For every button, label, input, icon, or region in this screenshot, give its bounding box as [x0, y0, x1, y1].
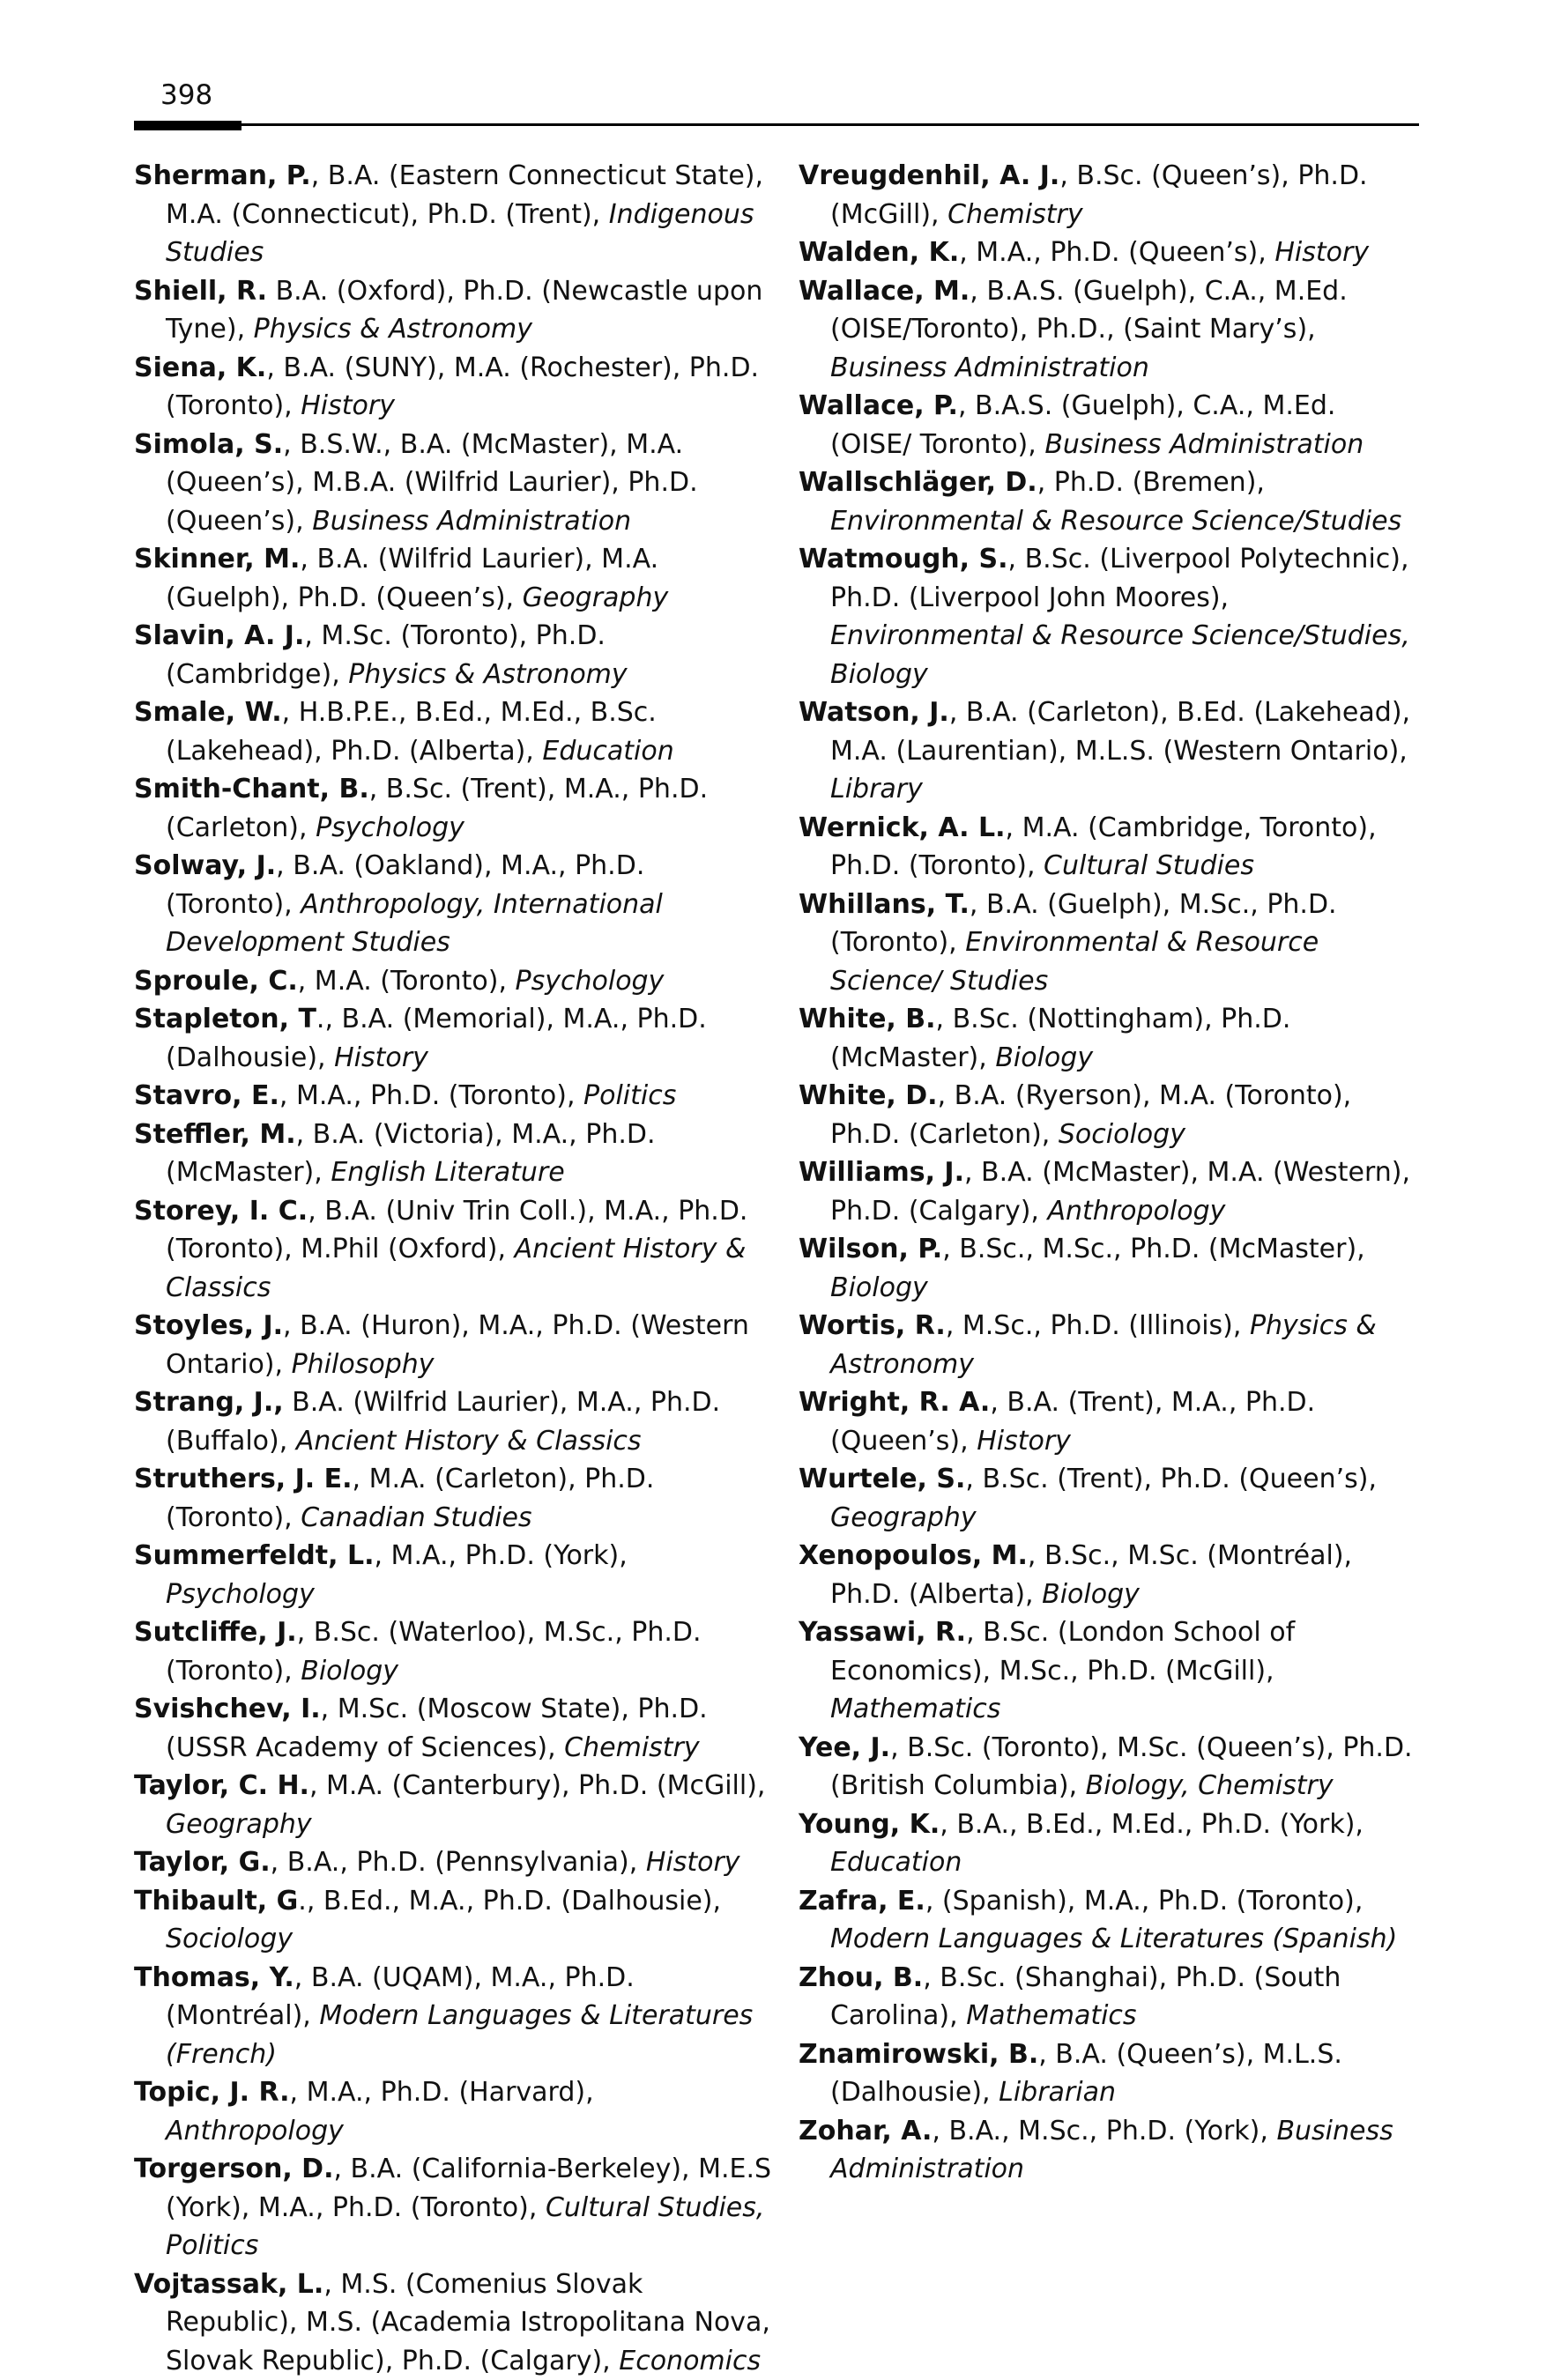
faculty-department: Sociology: [166, 1924, 293, 1954]
faculty-department: Psychology: [316, 812, 464, 843]
faculty-department: Modern Languages & Literatures (Spanish): [830, 1924, 1397, 1954]
faculty-name: Zhou, B.: [799, 1962, 923, 1993]
faculty-credentials: , M.A. (Carleton), Ph.D. (Toronto),: [166, 1464, 654, 1533]
faculty-credentials: B.A. (Wilfrid Laurier), M.A., Ph.D. (Buffalo),: [166, 1387, 720, 1457]
faculty-department: Physics & Astronomy: [830, 1310, 1377, 1380]
faculty-entry: [799, 1153, 1416, 1230]
faculty-department: Environmental & Resource Science/Studies, Biology: [830, 620, 1410, 690]
faculty-entry: [799, 2035, 1416, 2112]
faculty-department: History: [1274, 237, 1369, 268]
faculty-department: History: [301, 390, 395, 421]
faculty-name: Stoyles, J.: [134, 1310, 283, 1341]
faculty-credentials: , M.A. (Cambridge, Toronto), Ph.D. (Toronto),: [830, 812, 1377, 882]
faculty-credentials: , B.A.S. (Guelph), C.A., M.Ed. (OISE/ Toronto),: [830, 390, 1335, 460]
faculty-department: Biology: [830, 1272, 928, 1303]
faculty-credentials: , B.A. (Ryerson), M.A. (Toronto), Ph.D. (Carleton),: [830, 1080, 1351, 1150]
faculty-credentials: , Ph.D. (Bremen),: [1037, 467, 1265, 498]
faculty-name: Siena, K.: [134, 352, 266, 383]
faculty-credentials: , B.Sc. (Trent), Ph.D. (Queen’s),: [965, 1464, 1377, 1494]
faculty-department: Economics: [619, 2346, 761, 2376]
faculty-entry: [134, 1077, 773, 1116]
faculty-department: Cultural Studies, Politics: [166, 2192, 764, 2262]
faculty-credentials: , B.Sc. (Waterloo), M.Sc., Ph.D. (Toronto),: [166, 1617, 702, 1687]
faculty-entry: [799, 272, 1416, 388]
faculty-department: Library: [830, 774, 923, 804]
faculty-entry: [134, 272, 773, 349]
faculty-entry: [134, 770, 773, 847]
faculty-entry: [799, 1383, 1416, 1460]
faculty-department: Physics & Astronomy: [254, 314, 532, 345]
faculty-department: Biology: [1042, 1579, 1140, 1610]
faculty-department: Sociology: [1059, 1119, 1185, 1150]
faculty-department: Chemistry: [564, 1732, 699, 1763]
faculty-credentials: , B.Sc. (Queen’s), Ph.D. (McGill),: [830, 160, 1368, 230]
faculty-credentials: , B.A. (Guelph), M.Sc., Ph.D. (Toronto),: [830, 889, 1337, 959]
faculty-department: Chemistry: [947, 199, 1082, 230]
faculty-name: Torgerson, D.: [134, 2154, 333, 2184]
faculty-credentials: , B.A. (Wilfrid Laurier), M.A. (Guelph), Ph.D. (Queen’s),: [166, 544, 658, 613]
faculty-department: Biology, Chemistry: [1086, 1770, 1334, 1801]
faculty-credentials: , B.A. (California-Berkeley), M.E.S (York), M.A., Ph.D. (Toronto),: [166, 2154, 771, 2223]
faculty-name: Zafra, E.: [799, 1886, 925, 1917]
faculty-credentials: , (Spanish), M.A., Ph.D. (Toronto),: [925, 1886, 1364, 1917]
faculty-credentials: , B.A., Ph.D. (Pennsylvania),: [271, 1847, 646, 1878]
faculty-name: Wurtele, S.: [799, 1464, 965, 1494]
faculty-credentials: , M.S. (Comenius Slovak Republic), M.S. (Academia Istropolitana Nova, Slovak Republic), Ph.D. (Calgary),: [166, 2269, 770, 2376]
faculty-entry: [134, 617, 773, 693]
faculty-credentials: , M.A., Ph.D. (Toronto),: [279, 1080, 583, 1111]
faculty-department: Canadian Studies: [301, 1502, 531, 1533]
faculty-entry: [799, 2112, 1416, 2189]
faculty-credentials: , B.A., M.Sc., Ph.D. (York),: [932, 2116, 1276, 2146]
faculty-department: Anthropology: [166, 2116, 344, 2146]
faculty-department: Mathematics: [830, 1694, 1000, 1724]
faculty-credentials: , B.A. (Eastern Connecticut State), M.A. (Connecticut), Ph.D. (Trent),: [166, 160, 763, 230]
faculty-name: Thomas, Y.: [134, 1962, 294, 1993]
faculty-entry: [134, 1307, 773, 1383]
faculty-entry: [799, 693, 1416, 809]
faculty-name: Summerfeldt, L.: [134, 1540, 374, 1571]
faculty-name: Sproule, C.: [134, 966, 298, 997]
faculty-name: Skinner, M.: [134, 544, 300, 575]
faculty-name: Sherman, P.: [134, 160, 311, 191]
faculty-credentials: , B.A., B.Ed., M.Ed., Ph.D. (York),: [940, 1809, 1364, 1840]
faculty-department: Ancient History & Classics: [166, 1234, 746, 1303]
faculty-department: Geography: [166, 1809, 312, 1840]
faculty-name: Znamirowski, B.: [799, 2039, 1038, 2070]
faculty-name: Taylor, C. H.: [134, 1770, 309, 1801]
faculty-department: Geography: [523, 582, 669, 613]
faculty-entry: [799, 1805, 1416, 1882]
faculty-entry: [134, 2150, 773, 2265]
faculty-name: Stavro, E.: [134, 1080, 279, 1111]
faculty-department: English Literature: [331, 1157, 564, 1188]
faculty-entry: [134, 1959, 773, 2074]
faculty-entry: [134, 1767, 773, 1843]
header-rule: [134, 123, 1419, 126]
faculty-department: Philosophy: [292, 1349, 435, 1380]
faculty-name: Whillans, T.: [799, 889, 970, 920]
faculty-name: Steffler, M.: [134, 1119, 296, 1150]
faculty-credentials: , B.A.S. (Guelph), C.A., M.Ed. (OISE/Toronto), Ph.D., (Saint Mary’s),: [830, 276, 1348, 345]
faculty-entry: [799, 463, 1416, 540]
faculty-name: Vreugdenhil, A. J.: [799, 160, 1059, 191]
faculty-department: Business Administration: [830, 352, 1149, 383]
faculty-credentials: , H.B.P.E., B.Ed., M.Ed., B.Sc. (Lakehead), Ph.D. (Alberta),: [166, 697, 657, 767]
faculty-entry: [134, 1882, 773, 1959]
faculty-credentials: , B.Sc. (Liverpool Polytechnic), Ph.D. (Liverpool John Moores),: [830, 544, 1409, 613]
faculty-department: History: [646, 1847, 740, 1878]
faculty-department: Indigenous Studies: [166, 199, 754, 269]
faculty-entry: [134, 349, 773, 426]
faculty-department: Business Administration: [1044, 429, 1364, 460]
faculty-entry: [799, 1882, 1416, 1959]
faculty-department: History: [334, 1042, 428, 1073]
faculty-entry: [134, 962, 773, 1001]
faculty-credentials: , B.Sc. (Toronto), M.Sc. (Queen’s), Ph.D. (British Columbia),: [830, 1732, 1413, 1802]
faculty-entry: [134, 2073, 773, 2150]
faculty-credentials: , B.S.W., B.A. (McMaster), M.A. (Queen’s), M.B.A. (Wilfrid Laurier), Ph.D. (Queen’s),: [166, 429, 698, 537]
faculty-name: Wortis, R.: [799, 1310, 946, 1341]
faculty-entry: [134, 157, 773, 272]
faculty-credentials: , B.Sc., M.Sc., Ph.D. (McMaster),: [942, 1234, 1365, 1264]
faculty-credentials: , M.Sc. (Moscow State), Ph.D. (USSR Academy of Sciences),: [166, 1694, 708, 1763]
faculty-name: Williams, J.: [799, 1157, 964, 1188]
faculty-credentials: , M.A., Ph.D. (York),: [374, 1540, 627, 1571]
faculty-credentials: , B.Sc. (Nottingham), Ph.D. (McMaster),: [830, 1004, 1290, 1073]
faculty-name: Strang, J.,: [134, 1387, 284, 1418]
faculty-credentials: , M.A. (Toronto),: [298, 966, 516, 997]
faculty-name: Xenopoulos, M.: [799, 1540, 1028, 1571]
faculty-name: Svishchev, I.: [134, 1694, 321, 1724]
faculty-name: Smith-Chant, B.: [134, 774, 369, 804]
faculty-credentials: , B.A. (UQAM), M.A., Ph.D. (Montréal),: [166, 1962, 635, 2032]
faculty-department: Environmental & Resource Science/Studies: [830, 506, 1401, 537]
faculty-name: Topic, J. R.: [134, 2077, 290, 2108]
faculty-entry: [799, 1460, 1416, 1537]
faculty-credentials: , B.A. (Victoria), M.A., Ph.D. (McMaster),: [166, 1119, 656, 1189]
faculty-entry: [799, 157, 1416, 234]
faculty-department: History: [977, 1426, 1071, 1457]
page-number: 398: [160, 79, 212, 111]
faculty-entry: [799, 1959, 1416, 2035]
faculty-entry: [799, 809, 1416, 886]
faculty-entry: [134, 1192, 773, 1308]
faculty-department: Geography: [830, 1502, 977, 1533]
faculty-name: White, D.: [799, 1080, 938, 1111]
faculty-entry: [134, 540, 773, 617]
faculty-credentials: , B.Sc., M.Sc. (Montréal), Ph.D. (Alberta),: [830, 1540, 1352, 1610]
faculty-credentials: , B.A. (Oakland), M.A., Ph.D. (Toronto),: [166, 850, 644, 920]
faculty-name: Thibault, G: [134, 1886, 298, 1917]
faculty-name: Walden, K.: [799, 237, 959, 268]
faculty-list-right-column: [799, 157, 1416, 2189]
faculty-name: Smale, W.: [134, 697, 282, 728]
faculty-credentials: , B.A. (Huron), M.A., Ph.D. (Western Ontario),: [166, 1310, 749, 1380]
faculty-name: Sutcliffe, J.: [134, 1617, 297, 1648]
faculty-credentials: , B.Sc. (London School of Economics), M.Sc., Ph.D. (McGill),: [830, 1617, 1295, 1687]
faculty-department: Politics: [583, 1080, 676, 1111]
faculty-department: Mathematics: [966, 2000, 1136, 2031]
faculty-department: Environmental & Resource Science/ Studies: [830, 927, 1319, 997]
faculty-department: Psychology: [516, 966, 665, 997]
faculty-entry: [799, 540, 1416, 693]
faculty-name: Zohar, A.: [799, 2116, 932, 2146]
faculty-department: Psychology: [166, 1579, 315, 1610]
faculty-entry: [799, 1077, 1416, 1153]
faculty-credentials: , B.Sc. (Shanghai), Ph.D. (South Carolina),: [830, 1962, 1341, 2032]
faculty-credentials: ., B.A. (Memorial), M.A., Ph.D. (Dalhousie),: [166, 1004, 707, 1073]
faculty-department: Ancient History & Classics: [296, 1426, 642, 1457]
faculty-name: Taylor, G.: [134, 1847, 271, 1878]
faculty-department: Education: [542, 736, 673, 767]
faculty-credentials: , B.A. (Trent), M.A., Ph.D. (Queen’s),: [830, 1387, 1315, 1457]
faculty-credentials: , B.A. (Univ Trin Coll.), M.A., Ph.D. (Toronto), M.Phil (Oxford),: [166, 1196, 747, 1265]
faculty-name: Young, K.: [799, 1809, 940, 1840]
faculty-entry: [134, 1843, 773, 1882]
faculty-credentials: , B.A. (SUNY), M.A. (Rochester), Ph.D. (Toronto),: [166, 352, 759, 422]
faculty-credentials: , M.A. (Canterbury), Ph.D. (McGill),: [309, 1770, 765, 1801]
faculty-department: Modern Languages & Literatures (French): [166, 2000, 753, 2070]
faculty-entry: [134, 1116, 773, 1192]
faculty-credentials: , B.A. (McMaster), M.A. (Western), Ph.D. (Calgary),: [830, 1157, 1410, 1227]
faculty-department: Anthropology: [1047, 1196, 1225, 1227]
faculty-name: Watson, J.: [799, 697, 949, 728]
faculty-name: Struthers, J. E.: [134, 1464, 353, 1494]
faculty-name: Wallace, P.: [799, 390, 958, 421]
faculty-credentials: , B.Sc. (Trent), M.A., Ph.D. (Carleton),: [166, 774, 708, 843]
faculty-name: Wilson, P.: [799, 1234, 942, 1264]
faculty-department: Anthropology, International Development Studies: [166, 889, 663, 959]
faculty-entry: [799, 1230, 1416, 1307]
faculty-credentials: , B.A. (Queen’s), M.L.S. (Dalhousie),: [830, 2039, 1342, 2109]
faculty-entry: [799, 1307, 1416, 1383]
faculty-name: Watmough, S.: [799, 544, 1008, 575]
faculty-credentials: , M.Sc., Ph.D. (Illinois),: [946, 1310, 1250, 1341]
faculty-entry: [799, 1729, 1416, 1805]
faculty-entry: [799, 886, 1416, 1001]
faculty-credentials: , B.A. (Carleton), B.Ed. (Lakehead), M.A. (Laurentian), M.L.S. (Western Ontario),: [830, 697, 1410, 767]
faculty-credentials: , M.A., Ph.D. (Harvard),: [290, 2077, 594, 2108]
faculty-department: Cultural Studies: [1044, 850, 1254, 881]
faculty-entry: [799, 387, 1416, 463]
faculty-entry: [134, 426, 773, 541]
faculty-entry: [799, 1613, 1416, 1729]
faculty-entry: [134, 847, 773, 962]
faculty-name: Wallace, M.: [799, 276, 970, 307]
faculty-entry: [134, 1690, 773, 1767]
faculty-entry: [134, 1383, 773, 1460]
faculty-department: Education: [830, 1847, 962, 1878]
faculty-list-left-column: [134, 157, 773, 2380]
faculty-entry: [134, 693, 773, 770]
faculty-department: Biology: [301, 1656, 398, 1687]
faculty-name: Simola, S.: [134, 429, 283, 460]
faculty-entry: [799, 1000, 1416, 1077]
faculty-credentials: ., B.Ed., M.A., Ph.D. (Dalhousie),: [298, 1886, 721, 1917]
faculty-name: Wallschläger, D.: [799, 467, 1037, 498]
faculty-entry: [799, 1537, 1416, 1613]
faculty-name: Yassawi, R.: [799, 1617, 966, 1648]
faculty-name: Stapleton, T: [134, 1004, 316, 1034]
faculty-entry: [134, 1613, 773, 1690]
faculty-entry: [134, 2265, 773, 2380]
faculty-department: Biology: [995, 1042, 1093, 1073]
faculty-name: Wernick, A. L.: [799, 812, 1006, 843]
faculty-entry: [134, 1460, 773, 1537]
faculty-name: Storey, I. C.: [134, 1196, 308, 1227]
faculty-entry: [799, 234, 1416, 272]
faculty-credentials: B.A. (Oxford), Ph.D. (Newcastle upon Tyne),: [166, 276, 762, 345]
faculty-name: Vojtassak, L.: [134, 2269, 323, 2300]
faculty-name: Slavin, A. J.: [134, 620, 304, 651]
faculty-name: Yee, J.: [799, 1732, 890, 1763]
faculty-entry: [134, 1000, 773, 1077]
faculty-department: Business Administration: [312, 506, 631, 537]
faculty-department: Librarian: [999, 2077, 1116, 2108]
faculty-entry: [134, 1537, 773, 1613]
faculty-department: Business Administration: [830, 2116, 1393, 2185]
faculty-name: Wright, R. A.: [799, 1387, 990, 1418]
faculty-name: Solway, J.: [134, 850, 276, 881]
faculty-credentials: , M.Sc. (Toronto), Ph.D. (Cambridge),: [166, 620, 606, 690]
faculty-name: Shiell, R.: [134, 276, 267, 307]
faculty-name: White, B.: [799, 1004, 936, 1034]
faculty-department: Physics & Astronomy: [348, 659, 627, 690]
faculty-credentials: , M.A., Ph.D. (Queen’s),: [959, 237, 1274, 268]
